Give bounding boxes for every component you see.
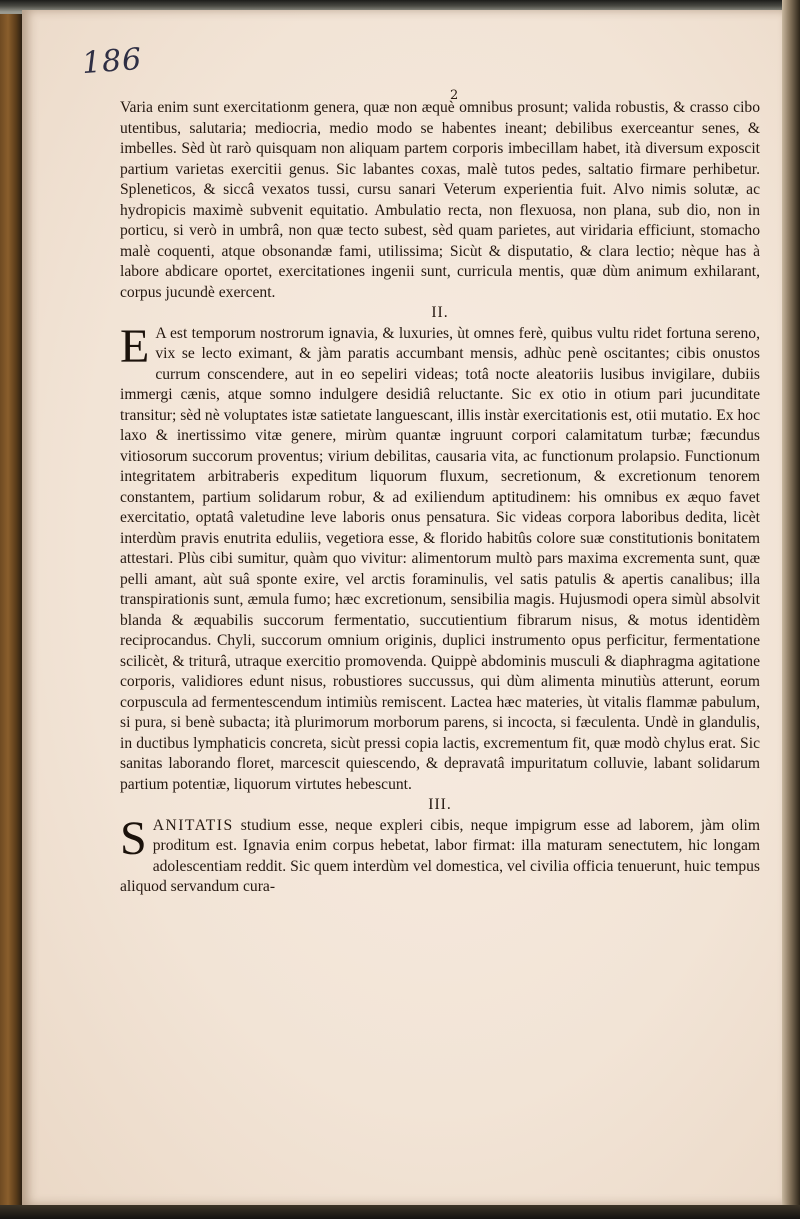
paragraph-3: [120, 811, 760, 898]
drop-cap-e: E: [120, 319, 150, 373]
handwritten-folio-number: 186: [80, 41, 144, 82]
paragraph-2-text: A est temporum nostrorum ignavia, & luxuries, ùt omnes ferè, quibus vultu ridet fortuna sereno, vix se lecto eximant, & jàm paratis accumbant mensis, adhùc penè oscitantes; cibis onustos currum conscendere, aut in eo sepeliri videas; totâ nocte aleatoriis lusibus invigilare, dubiis immergi cænis, atque somno indulgere desidiâ reluctante. Sic ex otio in otium pari jucunditate transitur; sèd nè voluptates istæ satietate languescant, illis instàr exercitationis est, otii mutatio. Ex hoc laxo & inertissimo vitæ genere, mirùm quantæ ingruunt corpori calamitatum turbæ; fæcundus vitiosorum succorum proventus; virium debilitas, causaria vita, ac functionum prolapsio. Functionum integritatem arbitraberis expeditum liquorum fluxum, secretionum, & excretionum tenorem constantem, partium solidarum robur, & ad exiliendum aptitudinem: his omnibus ex æquo favet exercitatio, optatâ valetudine leve laboris onus pensatura. Sic videas corpora laboribus dedita, licèt interdùm pravis enutrita eduliis, vegetiora esse, & florido habitûs colore suæ constitutionis bonitatem attestari. Plùs cibi sumitur, quàm quo vivitur: alimentorum multò pars maxima excrementa sunt, quæ pelli amant, aùt suâ sponte exire, vel arctis foraminulis, vel satis patulis & apertis canalibus; illa transpirationis sunt, æmula fumo; hæc excretionum, sensibilia magis. Hujusmodi opera simùl absolvit blanda & æquabilis succorum fermentatio, succutientium fibrarum nisus, & motus identidèm reciprocandus. Chyli, succorum omnium originis, duplici instrumento opus perficitur, fermentatione scilicèt, & triturâ, utraque exercitio promovenda. Quippè abdominis musculi & diaphragma agitatione corporis, validiores edunt nisus, robustiores succussus, qui dùm alimenta minutiùs atterunt, eorum corpuscula ad fermentescendum intimiùs remiscent. Lactea hæc materies, ùt vitalis flammæ pabulum, si pura, si benè subacta; ità plurimorum morborum parens, si incocta, si fæculenta. Undè in glandulis, in ductibus lymphaticis concreta, sicùt pressi copia lactis, excrementum fit, quæ modò chylus erat. Sic sanitas laborando floret, marcescit quiescendo, & depravatâ impuritatum colluvie, labant solidarum partium potentiæ, liquorum virtutes hebescunt.: [120, 324, 760, 793]
book-bottom-edge: [0, 1205, 800, 1219]
drop-cap-s: S: [120, 811, 147, 865]
next-page-edge: [782, 0, 800, 1219]
page-text-block: [120, 98, 760, 898]
section-heading-2: II.: [431, 304, 449, 321]
paragraph-3-lead: ANITATIS: [152, 816, 234, 834]
paragraph-1: Varia enim sunt exercitationm genera, quæ non æquè omnibus prosunt; valida robustis, & crasso cibo utentibus, salutaria; mediocria, medio modo se habentes ineant; debilibus exerceantur senes, & imbelles. Sèd ùt rarò quisquam non aliquam partem corporis imbecillam habet, ità diversum exposcit partium varietas exercitii genus. Sic labantes coxas, malè tutos pedes, saltatio firmare perhibetur. Spleneticos, & siccâ vexatos tussi, cursu sanari Veterum experientia fuit. Alvo nimis solutæ, ac hydropicis maximè subvenit equitatio. Ambulatio recta, non flexuosa, non plana, sub dio, non in porticu, si verò in umbrâ, non quæ tecto subest, sèd quam parietes, aut viridaria efficiunt, stomacho malè coquenti, atque obsonandæ fami, utilissima; Sicùt & disputatio, & clara lectio; nèque has à labore abdicare oportet, exercitationes ingenii sunt, curricula mentis, quæ dùm animum exhilarant, corpus jucundè exercent.: [120, 99, 760, 301]
section-heading-3: III.: [428, 796, 452, 813]
printed-page-number: 2: [450, 88, 459, 103]
paragraph-3-text: studium esse, neque expleri cibis, neque impigrum esse ad laborem, jàm olim proditum est. Ignavia enim corpus hebetat, labor firmat: illa maturam senectutem, hic longam adolescentiam reddit. Sic quem interdùm vel domestica, vel civilia officia tenuerunt, huic tempus aliquod servandum cura-: [120, 816, 760, 895]
paragraph-2: [120, 319, 760, 796]
